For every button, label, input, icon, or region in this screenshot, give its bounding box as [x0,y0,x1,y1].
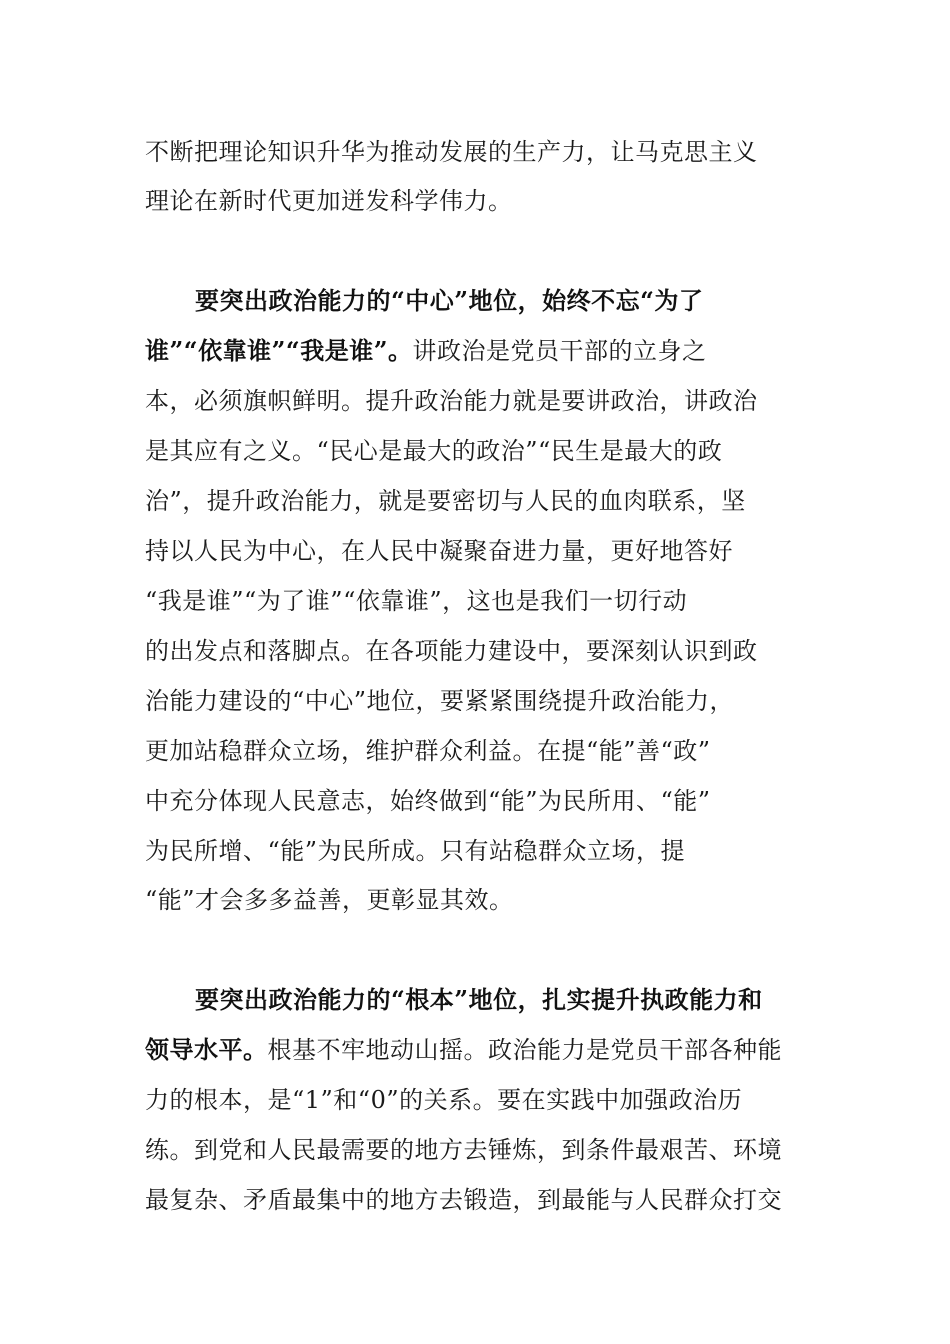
paragraph-2-line-12: 为民所增、“能”为民所成。只有站稳群众立场，提 [145,837,686,865]
paragraph-3-line-4: 练。到党和人民最需要的地方去锤炼，到条件最艰苦、环境 [145,1136,782,1164]
paragraph-2-line-2 [145,336,707,366]
paragraph-2-heading-line-2: 谁”“依靠谁”“我是谁”。 [145,336,413,365]
paragraph-3-line-3: 力的根本，是“1”和“0”的关系。要在实践中加强政治历 [145,1086,743,1114]
paragraph-2-line-2-rest: 讲政治是党员干部的立身之 [412,337,707,365]
paragraph-3-heading-line-2: 领导水平。 [145,1035,268,1064]
paragraph-3-heading-line-1: 要突出政治能力的“根本”地位，扎实提升执政能力和 [195,985,763,1014]
paragraph-2-heading-line-1: 要突出政治能力的“中心”地位，始终不忘“为了 [195,286,704,315]
paragraph-2-line-5: 治”，提升政治能力，就是要密切与人民的血肉联系，坚 [145,487,746,515]
paragraph-1-line-1: 不断把理论知识升华为推动发展的生产力，让马克思主义 [145,138,758,166]
paragraph-2-line-13: “能”才会多多益善，更彰显其效。 [145,886,514,914]
paragraph-2-line-8: 的出发点和落脚点。在各项能力建设中，要深刻认识到政 [145,637,758,665]
paragraph-2-line-10: 更加站稳群众立场，维护群众利益。在提“能”善“政” [145,737,711,765]
paragraph-1-line-2: 理论在新时代更加迸发科学伟力。 [145,187,513,215]
paragraph-2-line-11: 中充分体现人民意志，始终做到“能”为民所用、“能” [145,787,711,815]
paragraph-2-line-7: “我是谁”“为了谁”“依靠谁”，这也是我们一切行动 [145,587,688,615]
paragraph-3-line-2-rest: 根基不牢地动山摇。政治能力是党员干部各种能 [267,1036,782,1064]
paragraph-2-line-6: 持以人民为中心，在人民中凝聚奋进力量，更好地答好 [145,537,733,565]
paragraph-3-line-2 [145,1035,782,1065]
paragraph-2-line-3: 本，必须旗帜鲜明。提升政治能力就是要讲政治，讲政治 [145,387,758,415]
paragraph-3-line-5: 最复杂、矛盾最集中的地方去锻造，到最能与人民群众打交 [145,1186,782,1214]
paragraph-2-line-4: 是其应有之义。“民心是最大的政治”“民生是最大的政 [145,437,723,465]
paragraph-2-line-9: 治能力建设的“中心”地位，要紧紧围绕提升政治能力， [145,687,735,715]
